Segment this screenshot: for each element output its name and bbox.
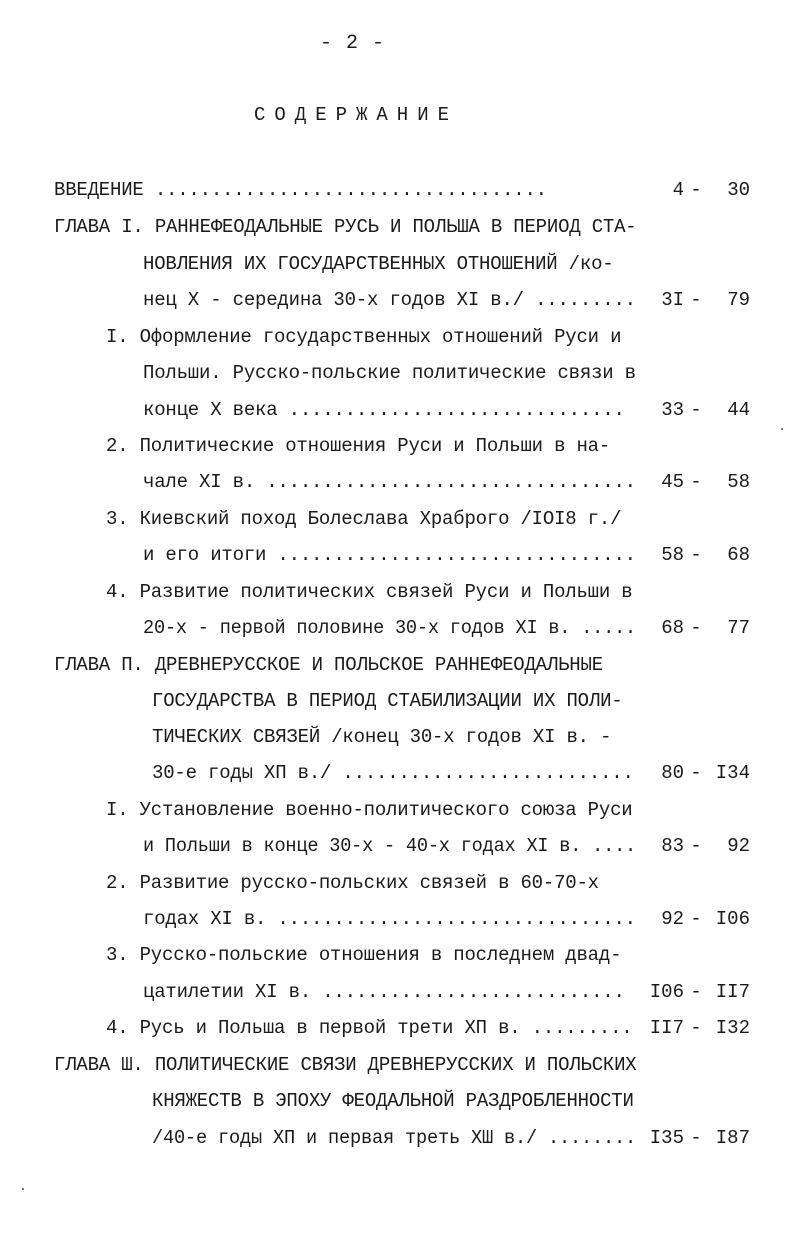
page-from: 68 xyxy=(661,617,684,639)
toc-pages xyxy=(640,615,750,641)
page-dash: - xyxy=(690,544,702,566)
toc-pages xyxy=(640,542,750,568)
toc-line: и его итоги ................................ xyxy=(143,544,636,566)
page-dash: - xyxy=(690,908,702,930)
toc-pages xyxy=(640,833,750,859)
toc-line: 20-х - первой половине 30-х годов XI в. ..... xyxy=(143,617,637,639)
page-to: 44 xyxy=(727,399,750,421)
page-to: II7 xyxy=(715,981,750,1003)
toc-pages xyxy=(640,1125,750,1151)
page-to: I87 xyxy=(715,1127,750,1149)
section-heading-cont: Польши. Русско-польские политические связи в xyxy=(143,362,636,384)
chapter-heading: ГЛАВА I. РАННЕФЕОДАЛЬНЫЕ РУСЬ И ПОЛЬША В ПЕРИОД СТА- xyxy=(54,216,637,238)
chapter-heading: ГЛАВА Ш. ПОЛИТИЧЕСКИЕ СВЯЗИ ДРЕВНЕРУССКИХ И ПОЛЬСКИХ xyxy=(54,1054,637,1076)
toc-line: 4. Русь и Польша в первой трети ХП в. ......... xyxy=(106,1017,633,1039)
chapter-heading-cont: ГОСУДАРСТВА В ПЕРИОД СТАБИЛИЗАЦИИ ИХ ПОЛИ- xyxy=(152,690,623,712)
page-from: II7 xyxy=(649,1017,684,1039)
page-to: I32 xyxy=(715,1017,750,1039)
toc-pages xyxy=(640,760,750,786)
toc-pages xyxy=(640,177,750,203)
section-heading: I. Установление военно-политического союза Руси xyxy=(106,799,633,821)
toc-pages xyxy=(640,397,750,423)
toc-line: годах XI в. ................................ xyxy=(143,908,636,930)
toc-pages xyxy=(640,287,750,313)
chapter-heading-cont: ТИЧЕСКИХ СВЯЗЕЙ /конец 30-х годов XI в. - xyxy=(152,726,612,748)
page-from: 80 xyxy=(661,762,684,784)
section-heading: 2. Политические отношения Руси и Польши в на- xyxy=(106,435,611,457)
page-to: 58 xyxy=(727,471,750,493)
toc-pages xyxy=(640,906,750,932)
page-to: 92 xyxy=(727,835,750,857)
toc-line: нец X - середина 30-х годов XI в./ ......... xyxy=(143,289,636,311)
page-dash: - xyxy=(690,289,702,311)
page-from: 92 xyxy=(661,908,684,930)
page-to: 30 xyxy=(727,179,750,201)
page-title: СОДЕРЖАНИЕ xyxy=(253,104,459,126)
scan-speck xyxy=(22,1188,24,1190)
toc-pages xyxy=(640,469,750,495)
toc-line: ВВЕДЕНИЕ ................................... xyxy=(54,179,547,201)
page-from: 33 xyxy=(661,399,684,421)
page-from: 3I xyxy=(661,289,684,311)
chapter-heading-cont: НОВЛЕНИЯ ИХ ГОСУДАРСТВЕННЫХ ОТНОШЕНИЙ /ко- xyxy=(143,253,614,275)
page-dash: - xyxy=(690,1017,702,1039)
page-dash: - xyxy=(690,762,702,784)
section-heading: 3. Киевский поход Болеслава Храброго /IOI8 г./ xyxy=(106,508,622,530)
chapter-heading-cont: КНЯЖЕСТВ В ЭПОХУ ФЕОДАЛЬНОЙ РАЗДРОБЛЕННОСТИ xyxy=(152,1090,634,1112)
page-from: 45 xyxy=(661,471,684,493)
section-heading: I. Оформление государственных отношений Руси и xyxy=(106,326,622,348)
page-from: 4 xyxy=(672,179,684,201)
page-dash: - xyxy=(690,835,702,857)
toc-pages xyxy=(640,1015,750,1041)
toc-pages xyxy=(640,979,750,1005)
toc-line: 30-е годы ХП в./ .......................... xyxy=(152,762,634,784)
chapter-heading: ГЛАВА П. ДРЕВНЕРУССКОЕ И ПОЛЬСКОЕ РАННЕФЕОДАЛЬНЫЕ xyxy=(54,654,603,676)
page-from: I06 xyxy=(649,981,684,1003)
page-from: 83 xyxy=(661,835,684,857)
section-heading: 4. Развитие политических связей Руси и Польши в xyxy=(106,581,633,603)
page-dash: - xyxy=(690,617,702,639)
page-number: - 2 - xyxy=(319,32,385,55)
toc-line: цатилетии XI в. ........................... xyxy=(143,981,625,1003)
scan-speck xyxy=(781,428,783,430)
page-dash: - xyxy=(690,981,702,1003)
page-to: I06 xyxy=(715,908,750,930)
toc-line: /40-е годы ХП и первая треть ХШ в./ ........ xyxy=(152,1127,637,1149)
page-to: 68 xyxy=(727,544,750,566)
page-to: 77 xyxy=(727,617,750,639)
page-dash: - xyxy=(690,1127,702,1149)
toc-line: чале XI в. ................................. xyxy=(143,471,636,493)
page-dash: - xyxy=(690,399,702,421)
page-from: I35 xyxy=(649,1127,684,1149)
page-from: 58 xyxy=(661,544,684,566)
page-dash: - xyxy=(690,179,702,201)
page-to: I34 xyxy=(715,762,750,784)
page-to: 79 xyxy=(727,289,750,311)
toc-line: и Польши в конце 30-х - 40-х годах XI в. .... xyxy=(143,835,637,857)
section-heading: 2. Развитие русско-польских связей в 60-70-х xyxy=(106,872,599,894)
toc-line: конце X века .............................. xyxy=(143,399,625,421)
page-dash: - xyxy=(690,471,702,493)
section-heading: 3. Русско-польские отношения в последнем двад- xyxy=(106,944,622,966)
